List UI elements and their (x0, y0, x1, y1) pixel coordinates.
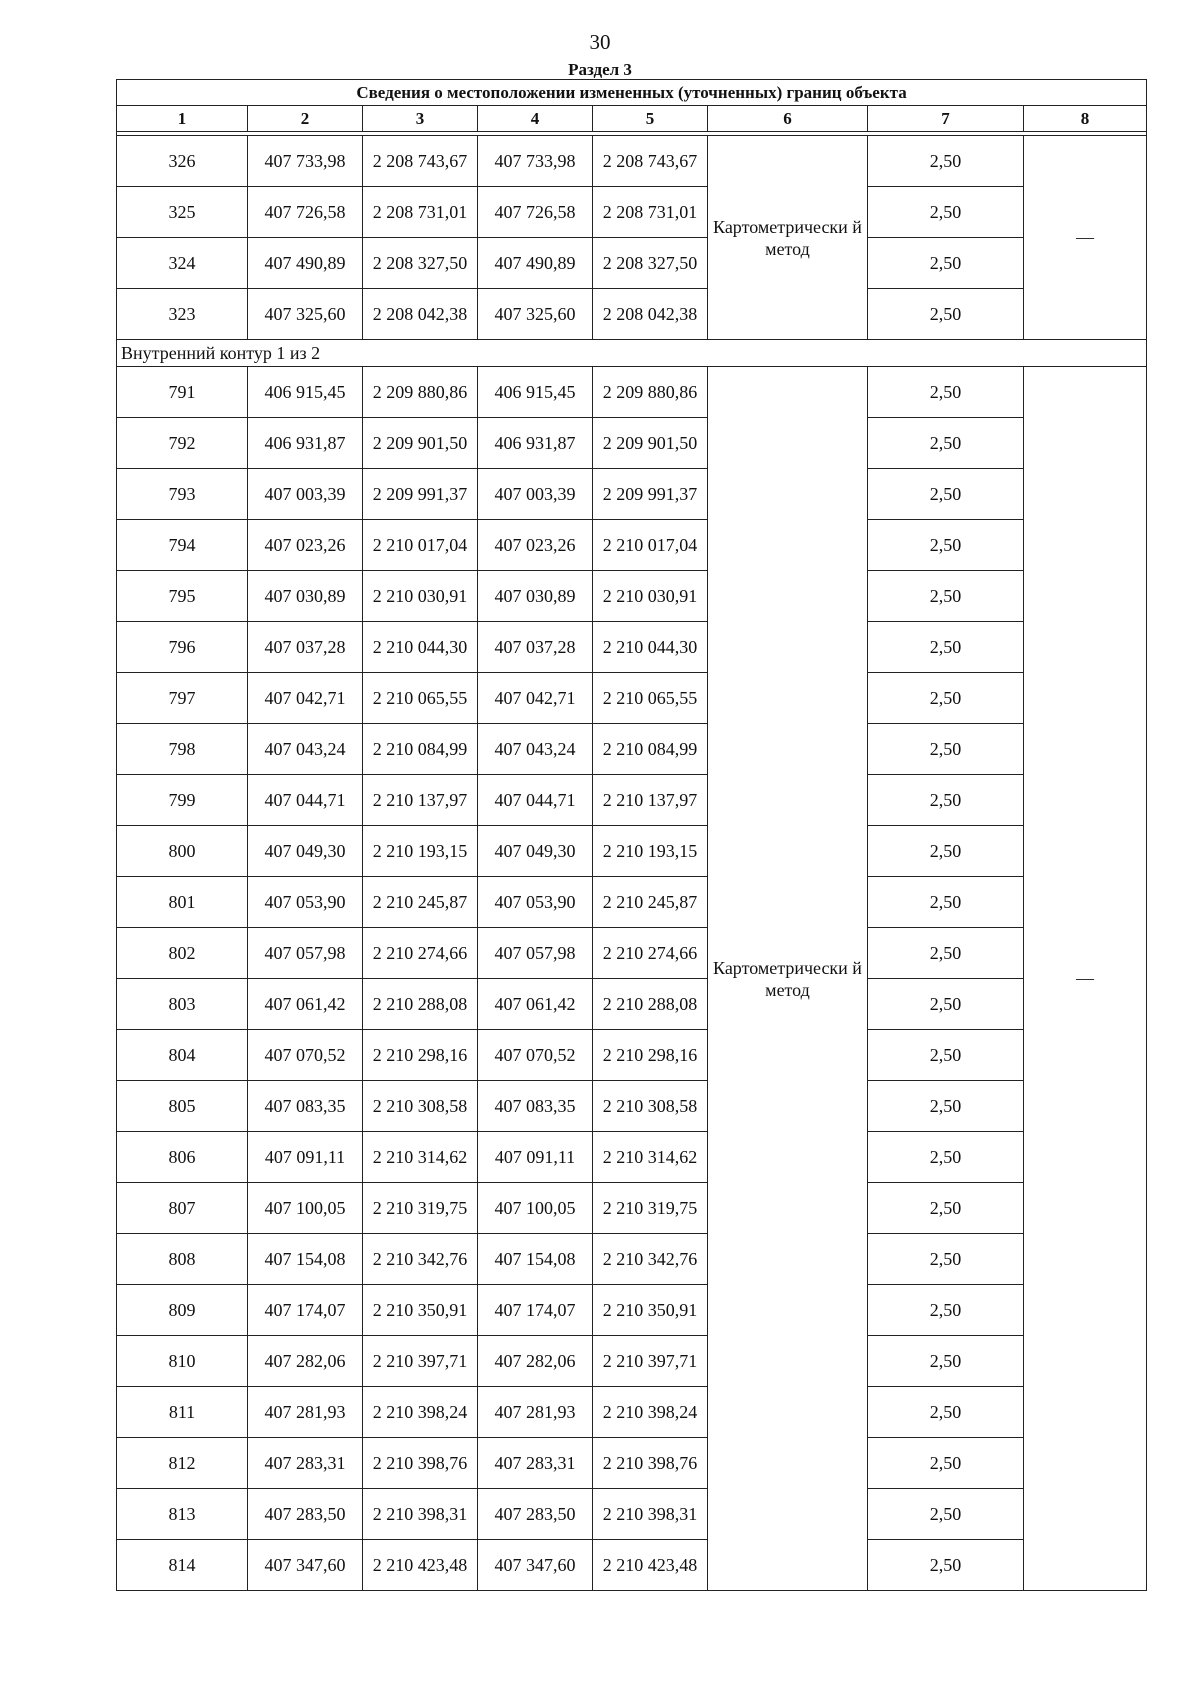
accuracy-cell: 2,50 (868, 1438, 1024, 1489)
x-existing-cell: 407 282,06 (248, 1336, 363, 1387)
y-new-cell: 2 210 288,08 (593, 979, 708, 1030)
y-new-cell: 2 210 030,91 (593, 571, 708, 622)
point-number-cell: 791 (117, 367, 248, 418)
table-row (117, 622, 1147, 673)
note-cell: — (1024, 136, 1147, 340)
y-new-cell: 2 210 398,31 (593, 1489, 708, 1540)
y-existing-cell: 2 208 731,01 (363, 187, 478, 238)
x-existing-cell: 407 325,60 (248, 289, 363, 340)
y-new-cell: 2 208 731,01 (593, 187, 708, 238)
y-new-cell: 2 210 017,04 (593, 520, 708, 571)
table-row (117, 826, 1147, 877)
accuracy-cell: 2,50 (868, 187, 1024, 238)
accuracy-cell: 2,50 (868, 1540, 1024, 1591)
y-new-cell: 2 210 342,76 (593, 1234, 708, 1285)
point-number-cell: 795 (117, 571, 248, 622)
x-existing-cell: 407 091,11 (248, 1132, 363, 1183)
point-number-cell: 793 (117, 469, 248, 520)
x-new-cell: 407 044,71 (478, 775, 593, 826)
contour-row (117, 340, 1147, 367)
x-new-cell: 407 283,31 (478, 1438, 593, 1489)
x-existing-cell: 407 042,71 (248, 673, 363, 724)
y-new-cell: 2 210 245,87 (593, 877, 708, 928)
y-existing-cell: 2 210 350,91 (363, 1285, 478, 1336)
accuracy-cell: 2,50 (868, 1387, 1024, 1438)
y-new-cell: 2 210 397,71 (593, 1336, 708, 1387)
x-existing-cell: 407 070,52 (248, 1030, 363, 1081)
table-row (117, 238, 1147, 289)
table-title: Сведения о местоположении измененных (уточненных) границ объекта (117, 80, 1147, 106)
x-new-cell: 406 931,87 (478, 418, 593, 469)
y-existing-cell: 2 210 397,71 (363, 1336, 478, 1387)
x-existing-cell: 407 100,05 (248, 1183, 363, 1234)
y-new-cell: 2 209 901,50 (593, 418, 708, 469)
accuracy-cell: 2,50 (868, 979, 1024, 1030)
x-existing-cell: 407 281,93 (248, 1387, 363, 1438)
table-row (117, 367, 1147, 418)
x-new-cell: 407 003,39 (478, 469, 593, 520)
accuracy-cell: 2,50 (868, 1489, 1024, 1540)
y-existing-cell: 2 210 423,48 (363, 1540, 478, 1591)
x-existing-cell: 407 283,50 (248, 1489, 363, 1540)
page-number: 30 (589, 30, 611, 54)
y-existing-cell: 2 210 084,99 (363, 724, 478, 775)
x-existing-cell: 407 726,58 (248, 187, 363, 238)
accuracy-cell: 2,50 (868, 673, 1024, 724)
accuracy-cell: 2,50 (868, 520, 1024, 571)
x-existing-cell: 407 003,39 (248, 469, 363, 520)
y-existing-cell: 2 208 042,38 (363, 289, 478, 340)
x-new-cell: 407 030,89 (478, 571, 593, 622)
x-new-cell: 407 091,11 (478, 1132, 593, 1183)
x-existing-cell: 407 154,08 (248, 1234, 363, 1285)
x-new-cell: 407 057,98 (478, 928, 593, 979)
column-number-1: 1 (117, 106, 248, 132)
table-row (117, 520, 1147, 571)
y-existing-cell: 2 210 245,87 (363, 877, 478, 928)
x-new-cell: 407 174,07 (478, 1285, 593, 1336)
x-existing-cell: 407 053,90 (248, 877, 363, 928)
table-row (117, 979, 1147, 1030)
point-number-cell: 325 (117, 187, 248, 238)
accuracy-cell: 2,50 (868, 571, 1024, 622)
table-row (117, 775, 1147, 826)
x-new-cell: 407 070,52 (478, 1030, 593, 1081)
y-new-cell: 2 210 065,55 (593, 673, 708, 724)
y-existing-cell: 2 210 319,75 (363, 1183, 478, 1234)
table-row (117, 928, 1147, 979)
point-number-cell: 799 (117, 775, 248, 826)
y-new-cell: 2 209 991,37 (593, 469, 708, 520)
x-new-cell: 407 023,26 (478, 520, 593, 571)
y-new-cell: 2 208 327,50 (593, 238, 708, 289)
point-number-cell: 813 (117, 1489, 248, 1540)
x-new-cell: 407 490,89 (478, 238, 593, 289)
point-number-cell: 794 (117, 520, 248, 571)
y-existing-cell: 2 210 398,31 (363, 1489, 478, 1540)
y-existing-cell: 2 210 288,08 (363, 979, 478, 1030)
y-existing-cell: 2 210 274,66 (363, 928, 478, 979)
column-number-row (117, 106, 1147, 132)
x-existing-cell: 407 283,31 (248, 1438, 363, 1489)
accuracy-cell: 2,50 (868, 775, 1024, 826)
note-cell: — (1024, 367, 1147, 1591)
table-row (117, 418, 1147, 469)
y-existing-cell: 2 210 065,55 (363, 673, 478, 724)
y-existing-cell: 2 210 193,15 (363, 826, 478, 877)
x-new-cell: 407 726,58 (478, 187, 593, 238)
x-existing-cell: 406 931,87 (248, 418, 363, 469)
x-existing-cell: 407 083,35 (248, 1081, 363, 1132)
table-row (117, 1540, 1147, 1591)
accuracy-cell: 2,50 (868, 826, 1024, 877)
y-existing-cell: 2 209 901,50 (363, 418, 478, 469)
accuracy-cell: 2,50 (868, 289, 1024, 340)
table-row (117, 571, 1147, 622)
point-number-cell: 812 (117, 1438, 248, 1489)
table-row (117, 1387, 1147, 1438)
table-body (117, 132, 1147, 1591)
point-number-cell: 804 (117, 1030, 248, 1081)
y-new-cell: 2 210 084,99 (593, 724, 708, 775)
table-row (117, 187, 1147, 238)
accuracy-cell: 2,50 (868, 469, 1024, 520)
y-existing-cell: 2 210 044,30 (363, 622, 478, 673)
y-existing-cell: 2 210 308,58 (363, 1081, 478, 1132)
y-existing-cell: 2 210 342,76 (363, 1234, 478, 1285)
x-new-cell: 407 281,93 (478, 1387, 593, 1438)
x-existing-cell: 407 061,42 (248, 979, 363, 1030)
table-row (117, 724, 1147, 775)
point-number-cell: 323 (117, 289, 248, 340)
point-number-cell: 809 (117, 1285, 248, 1336)
column-number-3: 3 (363, 106, 478, 132)
x-new-cell: 407 282,06 (478, 1336, 593, 1387)
point-number-cell: 801 (117, 877, 248, 928)
table-row (117, 1234, 1147, 1285)
point-number-cell: 792 (117, 418, 248, 469)
accuracy-cell: 2,50 (868, 1132, 1024, 1183)
table-row (117, 877, 1147, 928)
point-number-cell: 810 (117, 1336, 248, 1387)
y-new-cell: 2 210 398,24 (593, 1387, 708, 1438)
accuracy-cell: 2,50 (868, 928, 1024, 979)
x-existing-cell: 407 037,28 (248, 622, 363, 673)
y-new-cell: 2 210 423,48 (593, 1540, 708, 1591)
method-cell: Картометрически й метод (708, 136, 868, 340)
table-row (117, 1132, 1147, 1183)
x-new-cell: 407 325,60 (478, 289, 593, 340)
table-row (117, 1081, 1147, 1132)
accuracy-cell: 2,50 (868, 1183, 1024, 1234)
y-new-cell: 2 208 042,38 (593, 289, 708, 340)
point-number-cell: 800 (117, 826, 248, 877)
table-row (117, 1489, 1147, 1540)
x-existing-cell: 407 044,71 (248, 775, 363, 826)
x-existing-cell: 407 030,89 (248, 571, 363, 622)
y-existing-cell: 2 210 017,04 (363, 520, 478, 571)
column-number-4: 4 (478, 106, 593, 132)
x-existing-cell: 406 915,45 (248, 367, 363, 418)
x-new-cell: 407 061,42 (478, 979, 593, 1030)
x-existing-cell: 407 023,26 (248, 520, 363, 571)
y-new-cell: 2 210 044,30 (593, 622, 708, 673)
accuracy-cell: 2,50 (868, 418, 1024, 469)
accuracy-cell: 2,50 (868, 1030, 1024, 1081)
y-new-cell: 2 210 319,75 (593, 1183, 708, 1234)
contour-label: Внутренний контур 1 из 2 (117, 340, 1147, 367)
accuracy-cell: 2,50 (868, 622, 1024, 673)
x-new-cell: 406 915,45 (478, 367, 593, 418)
y-existing-cell: 2 210 030,91 (363, 571, 478, 622)
accuracy-cell: 2,50 (868, 1234, 1024, 1285)
table-row (117, 673, 1147, 724)
y-new-cell: 2 210 193,15 (593, 826, 708, 877)
y-existing-cell: 2 210 314,62 (363, 1132, 478, 1183)
table-row (117, 289, 1147, 340)
x-new-cell: 407 049,30 (478, 826, 593, 877)
column-number-8: 8 (1024, 106, 1147, 132)
table-row (117, 1438, 1147, 1489)
column-number-6: 6 (708, 106, 868, 132)
accuracy-cell: 2,50 (868, 1336, 1024, 1387)
x-existing-cell: 407 733,98 (248, 136, 363, 187)
y-existing-cell: 2 210 298,16 (363, 1030, 478, 1081)
y-new-cell: 2 210 398,76 (593, 1438, 708, 1489)
accuracy-cell: 2,50 (868, 367, 1024, 418)
y-existing-cell: 2 209 880,86 (363, 367, 478, 418)
point-number-cell: 811 (117, 1387, 248, 1438)
coordinates-table (116, 79, 1147, 1591)
point-number-cell: 324 (117, 238, 248, 289)
y-new-cell: 2 209 880,86 (593, 367, 708, 418)
y-new-cell: 2 210 274,66 (593, 928, 708, 979)
x-existing-cell: 407 174,07 (248, 1285, 363, 1336)
y-existing-cell: 2 210 398,76 (363, 1438, 478, 1489)
x-new-cell: 407 100,05 (478, 1183, 593, 1234)
column-number-7: 7 (868, 106, 1024, 132)
y-new-cell: 2 210 314,62 (593, 1132, 708, 1183)
x-new-cell: 407 043,24 (478, 724, 593, 775)
point-number-cell: 808 (117, 1234, 248, 1285)
column-number-2: 2 (248, 106, 363, 132)
y-existing-cell: 2 210 137,97 (363, 775, 478, 826)
table-row (117, 1285, 1147, 1336)
y-existing-cell: 2 209 991,37 (363, 469, 478, 520)
accuracy-cell: 2,50 (868, 1081, 1024, 1132)
table-row (117, 1183, 1147, 1234)
table-row (117, 1030, 1147, 1081)
point-number-cell: 797 (117, 673, 248, 724)
y-new-cell: 2 210 137,97 (593, 775, 708, 826)
accuracy-cell: 2,50 (868, 724, 1024, 775)
y-new-cell: 2 208 743,67 (593, 136, 708, 187)
point-number-cell: 806 (117, 1132, 248, 1183)
column-number-5: 5 (593, 106, 708, 132)
x-new-cell: 407 733,98 (478, 136, 593, 187)
x-existing-cell: 407 490,89 (248, 238, 363, 289)
x-existing-cell: 407 049,30 (248, 826, 363, 877)
x-new-cell: 407 053,90 (478, 877, 593, 928)
point-number-cell: 796 (117, 622, 248, 673)
point-number-cell: 805 (117, 1081, 248, 1132)
accuracy-cell: 2,50 (868, 1285, 1024, 1336)
table-row (117, 1336, 1147, 1387)
y-existing-cell: 2 208 743,67 (363, 136, 478, 187)
section-title: Раздел 3 (568, 60, 632, 79)
accuracy-cell: 2,50 (868, 877, 1024, 928)
point-number-cell: 803 (117, 979, 248, 1030)
point-number-cell: 807 (117, 1183, 248, 1234)
x-existing-cell: 407 043,24 (248, 724, 363, 775)
point-number-cell: 814 (117, 1540, 248, 1591)
y-new-cell: 2 210 350,91 (593, 1285, 708, 1336)
x-existing-cell: 407 347,60 (248, 1540, 363, 1591)
x-new-cell: 407 283,50 (478, 1489, 593, 1540)
x-new-cell: 407 037,28 (478, 622, 593, 673)
method-cell: Картометрически й метод (708, 367, 868, 1591)
point-number-cell: 802 (117, 928, 248, 979)
y-new-cell: 2 210 308,58 (593, 1081, 708, 1132)
y-existing-cell: 2 208 327,50 (363, 238, 478, 289)
y-existing-cell: 2 210 398,24 (363, 1387, 478, 1438)
x-new-cell: 407 042,71 (478, 673, 593, 724)
accuracy-cell: 2,50 (868, 136, 1024, 187)
point-number-cell: 798 (117, 724, 248, 775)
table-row (117, 469, 1147, 520)
accuracy-cell: 2,50 (868, 238, 1024, 289)
point-number-cell: 326 (117, 136, 248, 187)
y-new-cell: 2 210 298,16 (593, 1030, 708, 1081)
x-existing-cell: 407 057,98 (248, 928, 363, 979)
x-new-cell: 407 347,60 (478, 1540, 593, 1591)
x-new-cell: 407 083,35 (478, 1081, 593, 1132)
table-row (117, 136, 1147, 187)
x-new-cell: 407 154,08 (478, 1234, 593, 1285)
